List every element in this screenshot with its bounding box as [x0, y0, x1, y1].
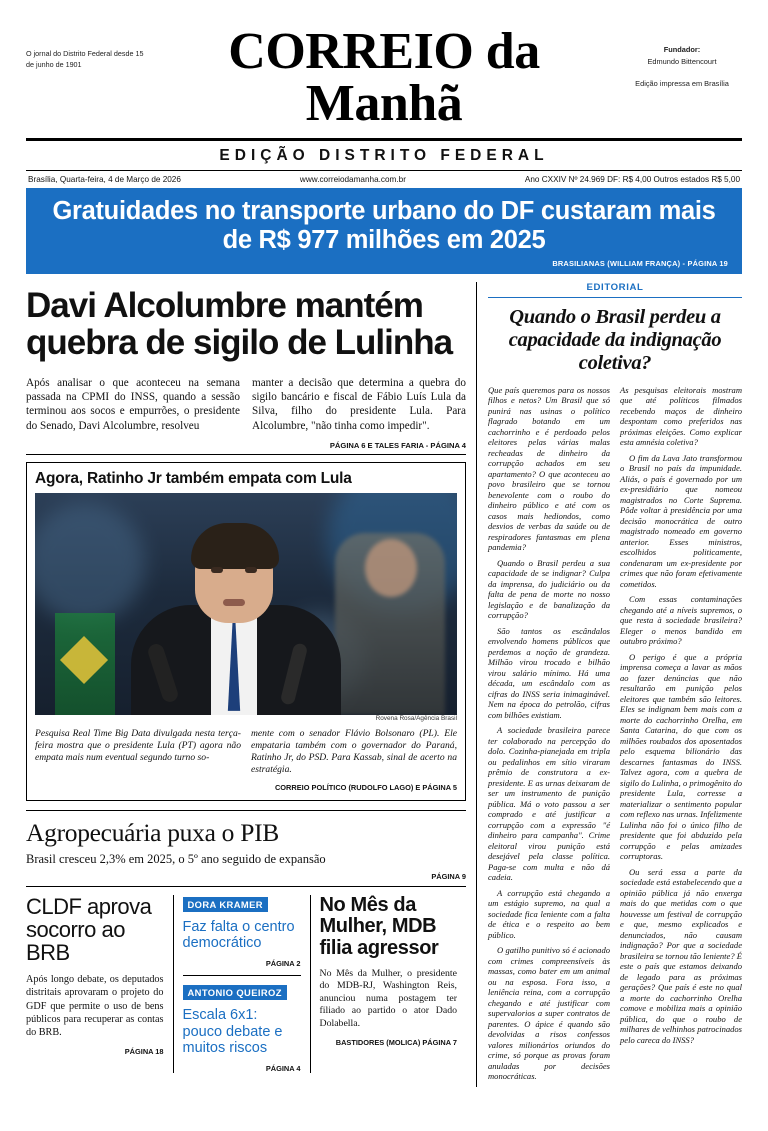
bottom-col-columnists — [173, 895, 310, 1073]
editorial-paragraph: A corrupção está chegando a um estágio supremo, na qual a sociedade fica leniente com a falta de ética e o respeito ao bem público. — [488, 887, 610, 940]
editorial-paragraph: Ou será essa a parte da sociedade está estabelecendo que a opinião pública já não enxerga mais do que metidas com o que houvesse um festival de corrupção e que, mesmo explicados e denunciados, não causam indignação? Por que a sociedade brasileira se tornou tão leniente? É este o país que estamos deixando de legado para as próximas gerações? Que país é este no qual a morte do cachorrinho Orelha comove e mobiliza mais a opinião pública, do que o roubo de milhares de velhinhos patrocinados pelo careca do INSS? — [620, 866, 742, 1045]
editorial-paragraph: O gatilho punitivo só é acionado com crimes compreensíveis às massas, como bater em um animal ou na esposa. Fora isso, a leniência reina, com a corrupção chegando e até justificar com supervalorios a super contratos de parentes. O ápice é quando são devolvidas a risos confessos valores milionários oriundos do crime, só porque as provas foram anuladas por decisões monocráticas. — [488, 945, 610, 1082]
mdb-reference[interactable]: BASTIDORES (MOLICA) PÁGINA 7 — [335, 1038, 457, 1048]
lead-deck-left: Após analisar o que aconteceu na semana passada na CPMI do INSS, quando a sessão terminou aos socos e empurrões, o presidente do Senado, Davi Alcolumbre, resolveu — [26, 376, 240, 432]
lead-reference[interactable]: PÁGINA 6 E TALES FARIA - PÁGINA 4 — [329, 440, 466, 450]
lead-deck-right: manter a decisão que determina a quebra do sigilo bancário e fiscal de Fábio Luís Lula da Silva, filho do presidente Lula. Para Alcolumbre, "não tinha como impedir". — [252, 376, 466, 432]
editorial-paragraph: O fim da Lava Jato transformou o Brasil no país da impunidade. Aliás, o país é governado por um ex-presidiário que nomeou magistrados no Corte Suprema. Pôde voltar à presidência por uma decisão monocrática de outro magistrado nomeado em governo anterior. Esses ministros, escolhidos politicamente, condenaram um ex-presidente por crimes que não foram efetivamente cometidos. — [620, 452, 742, 589]
columnist-title-antonio-queiroz[interactable]: Escala 6x1: pouco debate e muitos riscos — [182, 1007, 283, 1056]
issue-date: Brasília, Quarta-feira, 4 de Março de 2026 — [28, 175, 181, 184]
masthead-center — [146, 23, 622, 132]
bottom-col-cldf — [26, 895, 173, 1073]
cldf-text: Após longo debate, os deputados distritais aprovaram o projeto do GDF que permite o uso de bens públicos para recuperar as contas do BRB. — [26, 974, 164, 1039]
cldf-headline[interactable]: CLDF aprova socorro ao BRB — [26, 893, 152, 966]
lead-divider — [26, 454, 466, 455]
body-grid — [26, 282, 742, 1087]
photo-caption — [35, 728, 457, 776]
editorial-col-2 — [620, 385, 742, 1087]
info-line — [26, 171, 742, 188]
editorial-body — [488, 385, 742, 1087]
editorial-paragraph: As pesquisas eleitorais mostram que até políticos filmados recebendo maços de dinheiro despontam como preferidos nas próximas eleições. Como explicar esta amnésia coletiva? — [620, 384, 742, 448]
edition-bar: EDIÇÃO DISTRITO FEDERAL — [219, 147, 549, 164]
columnist-ref-antonio-queiroz[interactable]: PÁGINA 4 — [265, 1064, 301, 1074]
mdb-text: No Mês da Mulher, o presidente do MDB-RJ, Washington Reis, anunciou numa postagem ter filiado ao partido o ator Dado Dolabella. — [319, 967, 457, 1029]
page-title: CORREIO da Manhã — [228, 23, 540, 132]
editorial-rule — [488, 297, 742, 298]
masthead-right — [622, 26, 742, 90]
editorial-paragraph: O perigo é que a própria imprensa começa a lavar as mãos ao fazer denúncias que não resultarão em punição pelos eleitores que também são leitores. Eles se indignam bem mais com a morte do cachorrinho Orelha, em Santa Catarina, do que com os milhões roubados dos aposentados pelo esquema bilionário das descarnes fantasmas do INSS. Talvez agora, com a quebra de sigilo do Lulinha, o primogênito do presidente Lula, corresse a materializar o sentimento popular com reflexo nas urnas. Infelizmente Lulinha não foi o único filho de presidente que foi abduzido pela corrupção e pelas amizades corruptoras. — [620, 651, 742, 862]
photo-story — [26, 462, 466, 801]
columnist-title-dora-kramer[interactable]: Faz falta o centro democrático — [182, 918, 295, 952]
columnist-name-dora-kramer[interactable]: DORA KRAMER — [183, 897, 268, 912]
banner-headline: Gratuidades no transporte urbano do DF custaram mais de R$ 977 milhões em 2025 — [52, 197, 716, 254]
mdb-headline[interactable]: No Mês da Mulher, MDB filia agressor — [319, 893, 439, 960]
bottom-stories — [26, 886, 466, 1073]
top-banner — [26, 188, 742, 274]
masthead — [26, 23, 742, 132]
photo-caption-right: mente com o senador Flávio Bolsonaro (PL). Ele empataria também com o governador do Paraná, Ratinho Jr, do PSD. Para Kassab, sinal de acerto na estratégia. — [251, 727, 457, 775]
editorial-column — [476, 282, 742, 1087]
columnist-divider — [183, 975, 301, 976]
editorial-paragraph: Que país queremos para os nossos filhos e netos? Um Brasil que só punirá nas usinas o político flagrado botando em um cachorrinho e é perdoado pelos eleitores pelas várias malas recheadas de dinheiro da corrupção achados em seu apartamento? O que aconteceu ao povo brasileiro que se tornou benevolente com o roubo do dinheiro público e até com os casos mais hediondos, como desvios de verbas da saúde ou de respiradores fantasmas em plena pandemia? — [488, 384, 610, 553]
editorial-title[interactable]: Quando o Brasil perdeu a capacidade da indignação coletiva? — [508, 306, 722, 374]
photo-credit: Rovena Rosa/Agência Brasil — [375, 714, 457, 722]
editorial-paragraph: São tantos os escândalos envolvendo homens públicos que perdemos a noção de grandeza. Milhão virou trocado e bilhão virou salário mínimo. Há uma década, um escândalo com as cifras do INSS seria inimaginável. Nem na época do petrolão, cifras com bilhões existiam. — [488, 625, 610, 720]
lead-headline[interactable]: Davi Alcolumbre mantém quebra de sigilo de Lulinha — [26, 286, 453, 362]
cldf-reference[interactable]: PÁGINA 18 — [124, 1047, 164, 1057]
founder-label: Fundador: — [663, 45, 701, 54]
agro-reference[interactable]: PÁGINA 9 — [431, 871, 466, 881]
main-column — [26, 282, 476, 1087]
issue-meta: Ano CXXIV Nº 24.969 DF: R$ 4,00 Outros estados R$ 5,00 — [524, 175, 740, 184]
website-url[interactable]: www.correiodamanha.com.br — [299, 175, 406, 184]
banner-credit: BRASILIANAS (WILLIAM FRANÇA) - PÁGINA 19 — [552, 259, 728, 269]
photo-story-headline[interactable]: Agora, Ratinho Jr também empata com Lula — [35, 469, 352, 487]
founder-name: Edmundo Bittencourt — [647, 56, 717, 66]
masthead-left-note: O jornal do Distrito Federal desde 15 de junho de 1901 — [26, 49, 144, 70]
editorial-paragraph: A sociedade brasileira parece ter colaborado na percepção do dolo. Cozinha-pianejada em tripla ou pedalinhos em sítio viraram prêmio de construtora a ex-presidente. E as urnas deixaram de ser um instrumento de punição pública. Má o voto passou a ser comprado e até justificar a corrupção com a expressão "é dinheiro para campanha". Crime eleitoral virou punição está desejável pela classe política. Paga-se com multa e não dá cadeia. — [488, 725, 610, 883]
lead-deck — [26, 376, 466, 433]
bottom-col-mdb — [310, 895, 467, 1073]
agro-headline[interactable]: Agropecuária puxa o PIB — [26, 817, 279, 847]
edition-note: Edição impressa em Brasília — [635, 78, 729, 88]
agro-story — [26, 810, 466, 881]
editorial-label: EDITORIAL — [586, 282, 644, 294]
columnist-name-antonio-queiroz[interactable]: ANTONIO QUEIROZ — [183, 985, 287, 1000]
editorial-col-1 — [488, 385, 610, 1087]
editorial-paragraph: Quando o Brasil perdeu a sua capacidade de se indignar? Culpa da imprensa, do judiciário ou da falta de pena de morte no nosso legislação e de banalização da corrupção? — [488, 557, 610, 621]
editorial-paragraph: Com essas contaminações chegando até a níveis supremos, o que resta à sociedade brasileira? Eleger o menos bandido em outubro próximo? — [620, 594, 742, 647]
columnist-ref-dora-kramer[interactable]: PÁGINA 2 — [265, 959, 301, 969]
agro-subhead: Brasil cresceu 2,3% em 2025, o 5º ano seguido de expansão — [26, 851, 326, 866]
photo-caption-left: Pesquisa Real Time Big Data divulgada nesta terça-feira mostra que o presidente Lula (PT) agora não empata mais num eventual segundo turno so- — [35, 727, 241, 763]
photo-story-reference[interactable]: CORREIO POLÍTICO (RUDOLFO LAGO) E PÁGINA 5 — [274, 782, 457, 792]
photo-image — [35, 493, 457, 715]
